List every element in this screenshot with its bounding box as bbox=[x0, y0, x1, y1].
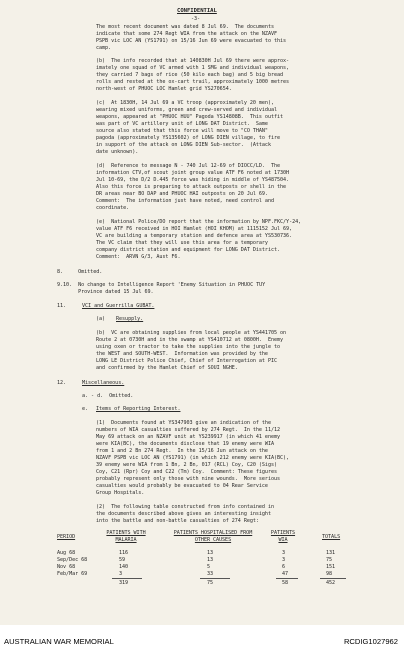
table-header-totals: TOTALS bbox=[322, 534, 341, 540]
item-11-number: 11. bbox=[57, 303, 67, 309]
text-line: from 1 and 2 Bn 274 Regt. In the 15/16 Jun attack on the bbox=[96, 448, 268, 454]
text-line: VC are building a temporary station and defence area at YS530736. bbox=[96, 233, 293, 239]
table-rule bbox=[112, 578, 142, 579]
table-cell: 33 bbox=[207, 571, 214, 577]
table-cell: 3 bbox=[282, 550, 286, 556]
text-line: pagoda (approximately YS135602) of LONG DIEN village, to fire bbox=[96, 135, 281, 141]
table-header-malaria: PATIENTS WITH MALARIA bbox=[106, 530, 146, 543]
table-cell: 59 bbox=[119, 557, 126, 563]
text-line: into the battle and non-battle casualties of 274 Regt: bbox=[96, 518, 259, 524]
text-line: they carried 7 bags of rice (50 kilo each bag) and 5 big bread bbox=[96, 72, 284, 78]
text-line: camp. bbox=[96, 45, 112, 51]
item-12-title: Miscellaneous. bbox=[82, 380, 125, 386]
item-12-e-title: Items of Reporting Interest. bbox=[96, 406, 181, 412]
item-11-a-label: (a) bbox=[96, 316, 106, 322]
text-line: Comment: The information just have noted, need control and bbox=[96, 198, 274, 204]
archive-footer bbox=[0, 625, 404, 654]
table-cell: 3 bbox=[282, 557, 286, 563]
table-cell: 151 bbox=[326, 564, 336, 570]
item-9-10-line: 9.10. No change to Intelligence Report 'Enemy Situation in PHUOC TUY bbox=[57, 282, 266, 288]
text-line: imately one squad of VC armed with 1 SMG and individual weapons, bbox=[96, 65, 290, 71]
table-cell: Nov 68 bbox=[57, 564, 76, 570]
text-line: value ATF F6 received in HOI Hamlet (HOI KHOM) at 1115152 Jul 69, bbox=[96, 226, 293, 232]
text-line: rolls and rested at the ox-cart trail, approximately 1000 metres bbox=[96, 79, 290, 85]
text-line: and confirmed by the Hamlet Chief of SOUI NGHE. bbox=[96, 365, 238, 371]
table-cell: 13 bbox=[207, 557, 214, 563]
table-cell: 58 bbox=[282, 580, 289, 586]
table-cell: 75 bbox=[326, 557, 333, 563]
table-rule bbox=[320, 578, 346, 579]
footer-record-id: RCDIG1027962 bbox=[343, 637, 398, 646]
item-9-10-line: Province dated 15 Jul 69. bbox=[57, 289, 154, 295]
text-line: probably represent only those with nine wounds. More serious bbox=[96, 476, 281, 482]
text-line: north-west of PHUOC LOC Hamlet grid YS270654. bbox=[96, 86, 232, 92]
text-line: date unknown). bbox=[96, 149, 139, 155]
table-rule bbox=[200, 578, 230, 579]
text-line: casualties would probably be evacuated to 04 Rear Service bbox=[96, 483, 268, 489]
table-cell: 319 bbox=[119, 580, 129, 586]
text-line: Comment: ARVN G/3, Aust F6. bbox=[96, 254, 181, 260]
text-line: (2) The following table constructed from info contained in bbox=[96, 504, 274, 510]
item-11-a-title: Resupply. bbox=[116, 316, 144, 322]
item-12-number: 12. bbox=[57, 380, 67, 386]
text-line: Route 2 at 0730H and in the swamp at YS410712 at 0800H. Enemy bbox=[96, 337, 284, 343]
text-line: DR areas near BO DAP and PHUOC HAI outposts on 20 Jul 69. bbox=[96, 191, 268, 197]
text-line: the WEST and SOUTH-WEST. Information was provided by the bbox=[96, 351, 268, 357]
table-cell: 98 bbox=[326, 571, 333, 577]
table-header-period: PERIOD bbox=[57, 534, 76, 540]
text-line: Jul 10-69, the D/2 D.445 force was hiding in middle of YS487504. bbox=[96, 177, 290, 183]
classification-header: CONFIDENTIAL bbox=[177, 8, 217, 14]
text-line: (1) Documents found at YS347903 give an indication of the bbox=[96, 420, 271, 426]
text-line: Group Hospitals. bbox=[96, 490, 145, 496]
text-line: (c) At 1830H, 14 Jul 69 a VC troop (approximately 20 men), bbox=[96, 100, 274, 106]
text-line: (b) The info recorded that at 140830H Jul 69 there were approx- bbox=[96, 58, 290, 64]
item-8: 8. Omitted. bbox=[57, 269, 103, 275]
item-11-title: VCI and Guerrilla GUBAT. bbox=[82, 303, 155, 309]
text-line: numbers of WIA casualties suffered by 274 Regt. In the 11/12 bbox=[96, 427, 281, 433]
item-12-a-d: a. - d. Omitted. bbox=[82, 393, 134, 399]
text-line: using oxen or tractor to take the supplies into the jungle to bbox=[96, 344, 281, 350]
text-line: the documents described above gives an interesting insight bbox=[96, 511, 271, 517]
item-12-e-label: e. bbox=[82, 406, 89, 412]
text-line: was part of VC artillery unit of LONG DAT District. Same bbox=[96, 121, 268, 127]
text-line: PSPB vic LOC AN (YS1791) on 15/16 Jun 69 were evacuated to this bbox=[96, 38, 287, 44]
table-cell: 13 bbox=[207, 550, 214, 556]
page-number: -3- bbox=[191, 16, 201, 22]
table-cell: 452 bbox=[326, 580, 336, 586]
text-line: Also this force is preparing to attack outposts or shell in the bbox=[96, 184, 287, 190]
table-cell: Sep/Dec 68 bbox=[57, 557, 88, 563]
table-cell: 116 bbox=[119, 550, 129, 556]
text-line: in support of the attack on LONG DIEN Sub-sector. (Attack bbox=[96, 142, 271, 148]
text-line: company district station and equipment for LONG DAT District. bbox=[96, 247, 281, 253]
table-header-wia: PATIENTS WIA bbox=[270, 530, 296, 543]
text-line: (d) Reference to message N - 740 Jul 12-69 of DIOCC/LD. The bbox=[96, 163, 281, 169]
text-line: (b) VC are obtaining supplies from local people at YS441705 on bbox=[96, 330, 287, 336]
table-cell: 3 bbox=[119, 571, 123, 577]
text-line: source also stated that this force will move to "CO THAN" bbox=[96, 128, 268, 134]
text-line: NZAVF PSPB vic LOC AN (YS1791) (in which 212 enemy were KIA(BC), bbox=[96, 455, 290, 461]
table-rule bbox=[276, 578, 298, 579]
text-line: The VC claim that they will use this area for a temporary bbox=[96, 240, 268, 246]
text-line: coordinate. bbox=[96, 205, 130, 211]
table-cell: 131 bbox=[326, 550, 336, 556]
table-cell: 75 bbox=[207, 580, 214, 586]
text-line: wearing mixed uniforms, green and crew-served and individual bbox=[96, 107, 278, 113]
footer-institution: AUSTRALIAN WAR MEMORIAL bbox=[4, 637, 114, 646]
table-header-other-causes: PATIENTS HOSPITALISED FROM OTHER CAUSES bbox=[173, 530, 253, 543]
text-line: 39 enemy were WIA from 1 Bn, 2 Bn, 017 (RCL) Coy, C20 (Sigs) bbox=[96, 462, 278, 468]
table-cell: Aug 68 bbox=[57, 550, 76, 556]
text-line: LONG LE District Police Chief, Chief of Interrogation at PIC bbox=[96, 358, 278, 364]
text-line: information CTV,of scout joint group value ATF F6 noted at 1730H bbox=[96, 170, 290, 176]
text-line: weapons, appeared at "PHUOC HUU" Pagoda YS14808B. This outfit bbox=[96, 114, 284, 120]
table-cell: 47 bbox=[282, 571, 289, 577]
table-cell: 6 bbox=[282, 564, 286, 570]
text-line: Coy, C21 (Rpr) Coy and C22 (Tm) Coy. Comment: These figures bbox=[96, 469, 278, 475]
table-cell: 140 bbox=[119, 564, 129, 570]
text-line: indicate that some 274 Regt WIA from the attack on the NZAVF bbox=[96, 31, 278, 37]
table-cell: Feb/Mar 69 bbox=[57, 571, 88, 577]
text-line: The most recent document was dated 8 Jul 69. The documents bbox=[96, 24, 274, 30]
text-line: were KIA(BC), the documents disclose that 19 enemy were WIA bbox=[96, 441, 274, 447]
text-line: (e) National Police/DO report that the information by NPF.FKC/Y-24, bbox=[96, 219, 302, 225]
table-cell: 5 bbox=[207, 564, 211, 570]
text-line: May 69 attack on an NZAVF unit at YS239917 (in which 41 enemy bbox=[96, 434, 281, 440]
